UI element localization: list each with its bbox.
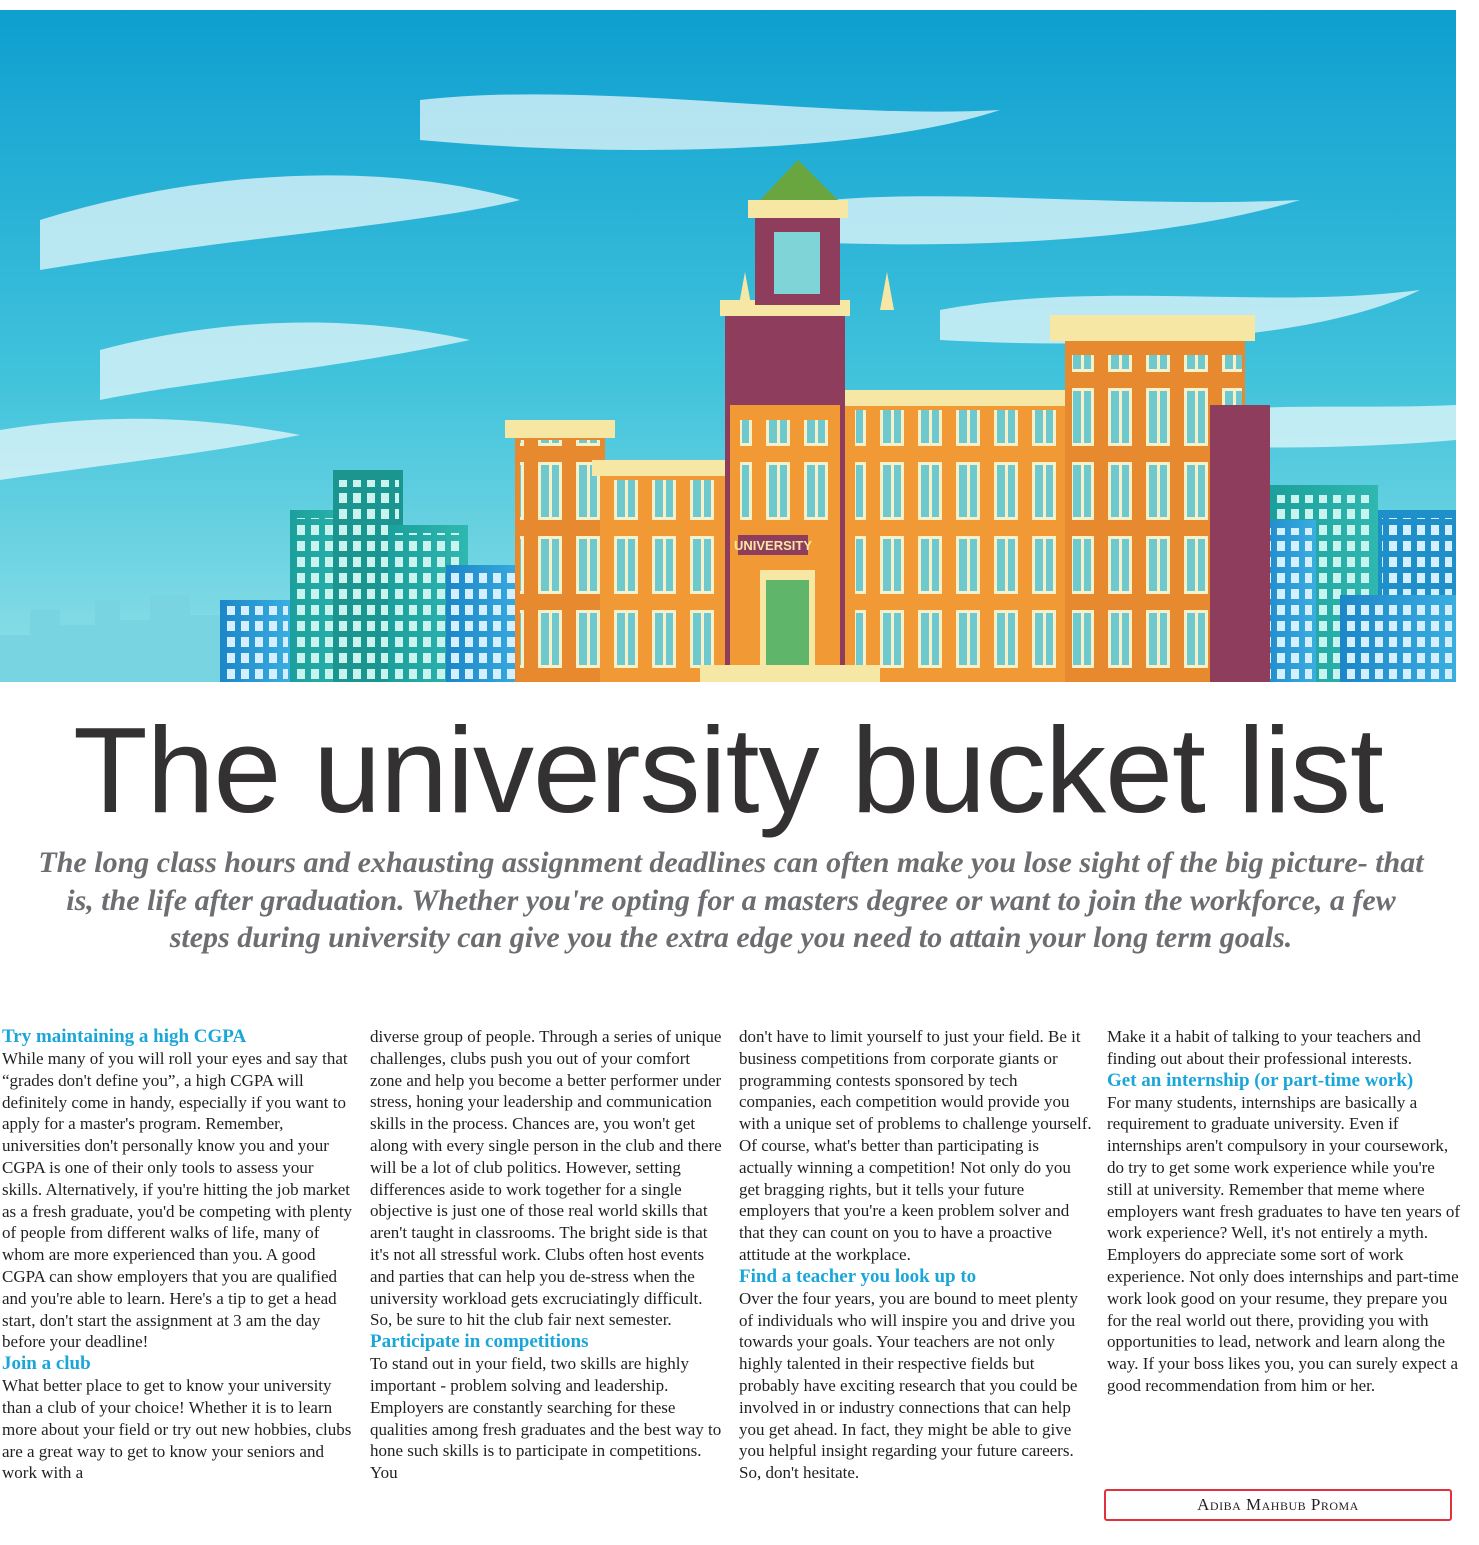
- headline: The university bucket list: [73, 702, 1383, 838]
- section-body-club-continued: diverse group of people. Through a series of unique challenges, clubs push you out of your comfort zone and help you become a better performer under stress, honing your leadership and communication skills in the process. Chances are, you won't get along with every single person in the club and there will be a lot of club politics. However, setting differences aside to work together for a single objective is just one of those real world skills that aren't taught in classrooms. The bright side is that it's not all stressful work. Clubs often host events and parties that can help you de-stress when the university workload gets excruciatingly difficult. So, be sure to hit the club fair next semester.: [370, 1027, 722, 1330]
- section-heading-internship: Get an internship (or part-time work): [1107, 1069, 1414, 1091]
- section-body-competitions-continued: don't have to limit yourself to just your field. Be it business competitions from corporate giants or programming contests sponsored by tech companies, each competition would provide you with a unique set of problems to challenge yourself. Of course, what's better than participating is actually winning a competition! Not only do you get bragging rights, but it tells your future employers that you're a keen problem solver and that they can count on you to have a proactive attitude at the workplace.: [739, 1027, 1092, 1264]
- standfirst: The long class hours and exhausting assignment deadlines can often make you lose sight of the big picture- that is, the life after graduation. Whether you're opting for a masters degree or want to join the workforce, a few steps during university can give you the extra edge you need to attain your long term goals.: [38, 846, 1424, 954]
- section-body-teacher-continued: Make it a habit of talking to your teachers and finding out about their professional interests.: [1107, 1027, 1421, 1068]
- column-3: [739, 1026, 1093, 1484]
- column-4: [1107, 1026, 1461, 1397]
- section-heading-cgpa: Try maintaining a high CGPA: [2, 1026, 247, 1047]
- section-body-teacher: Over the four years, you are bound to meet plenty of individuals who will inspire you and drive you towards your goals. Your teachers are not only highly talented in their respective fields but probably have exciting research that you could be involved in or industry connections that can help you get ahead. In fact, they might be able to give you helpful insight regarding your future careers. So, don't hesitate.: [739, 1288, 1078, 1483]
- section-body-internship: For many students, internships are basically a requirement to graduate university. Even if internships aren't compulsory in your coursework, do try to get some work experience while you're still at university. Remember that meme where employers want fresh graduates to have ten years of work experience? Well, it's not entirely a myth. Employers do appreciate some sort of work experience. Not only does internships and part-time work look good on your resume, they prepare you for the real world out there, providing you with opportunities to lead, network and learn along the way. If your boss likes you, you can surely expect a good recommendation from him or her.: [1107, 1092, 1461, 1395]
- author-byline: Adiba Mahbub Proma: [1104, 1489, 1452, 1521]
- section-body-club: What better place to get to know your university than a club of your choice! Whether it is to learn more about your field or try out new hobbies, clubs are a great way to get to know your seniors and work with a: [2, 1376, 352, 1483]
- section-body-cgpa: While many of you will roll your eyes and say that “grades don't define you”, a high CGPA will definitely come in handy, especially if you want to apply for a master's program. Remember, universities don't personally know you and your CGPA is one of their only tools to assess your skills. Alternatively, if you're hitting the job market as a fresh graduate, you'd be competing with plenty of people from different walks of life, many of whom are more experienced than you. A good CGPA can show employers that you are qualified and you're able to learn. Here's a tip to get a head start, don't start the assignment at 3 am the day before your deadline!: [2, 1049, 353, 1352]
- column-1: [2, 1026, 356, 1484]
- column-2: [370, 1026, 724, 1484]
- hero-illustration: [0, 10, 1456, 682]
- section-heading-competitions: Participate in competitions: [370, 1331, 589, 1353]
- university-sign: UNIVERSITY: [733, 538, 813, 553]
- section-body-competitions: To stand out in your field, two skills are highly important - problem solving and leadership. Employers are constantly searching for these qualities among fresh graduates and the best way to hone such skills is to participate in competitions. You: [370, 1354, 722, 1483]
- section-heading-teacher: Find a teacher you look up to: [739, 1265, 977, 1287]
- section-heading-club: Join a club: [2, 1353, 91, 1375]
